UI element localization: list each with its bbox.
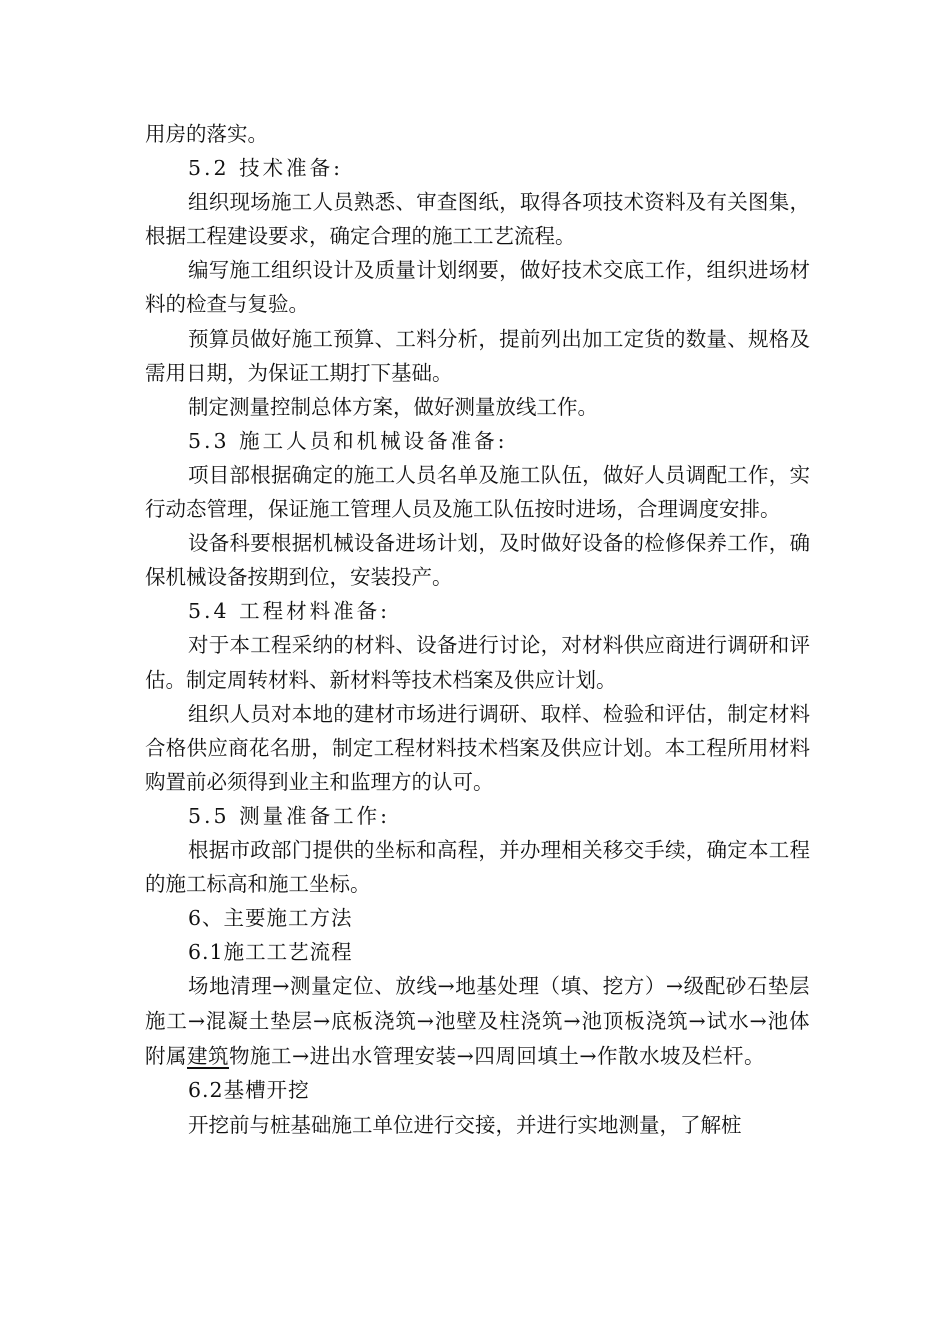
document-body	[145, 117, 810, 1142]
section-heading-5-3: 5.3 施工人员和机械设备准备:	[188, 428, 508, 453]
paragraph-technical-prep-1: 组织现场施工人员熟悉、审查图纸，取得各项技术资料及有关图集，根据工程建设要求，确定合理的施工工艺流程。	[145, 190, 810, 249]
process-flow-paragraph	[145, 969, 810, 1073]
paragraph-personnel-prep-1: 项目部根据确定的施工人员名单及施工队伍，做好人员调配工作，实行动态管理，保证施工管理人员及施工队伍按时进场，合理调度安排。	[145, 462, 810, 522]
process-flow-underlined-word: 建筑	[187, 1043, 229, 1068]
section-heading-5-5: 5.5 测量准备工作:	[188, 803, 391, 828]
paragraph-continuation: 用房的落实。	[145, 122, 268, 146]
section-heading-6-2: 6.2基槽开挖	[188, 1078, 310, 1103]
paragraph-technical-prep-4: 制定测量控制总体方案，做好测量放线工作。	[188, 394, 598, 419]
section-heading-5-2: 5.2 技术准备:	[188, 156, 344, 181]
paragraph-technical-prep-3: 预算员做好施工预算、工料分析，提前列出加工定货的数量、规格及需用日期，为保证工期打下基础。	[145, 326, 810, 385]
section-heading-5-4: 5.4 工程材料准备:	[188, 599, 391, 624]
process-flow-text-start: 场地清理→测量定位、放线→地基处理（填、挖方）→级配砂石垫层施工→混凝土垫层→底板浇筑→池壁及柱浇筑→池顶板浇筑→试水→池体附属	[145, 974, 810, 1068]
paragraph-material-prep-1: 对于本工程采纳的材料、设备进行讨论，对材料供应商进行调研和评估。制定周转材料、新材料等技术档案及供应计划。	[145, 633, 810, 692]
section-heading-6: 6、主要施工方法	[188, 906, 353, 931]
paragraph-personnel-prep-2: 设备科要根据机械设备进场计划，及时做好设备的检修保养工作，确保机械设备按期到位，安装投产。	[145, 531, 810, 590]
paragraph-material-prep-2: 组织人员对本地的建材市场进行调研、取样、检验和评估，制定材料合格供应商花名册，制定工程材料技术档案及供应计划。本工程所用材料购置前必须得到业主和监理方的认可。	[145, 701, 810, 794]
paragraph-survey-prep: 根据市政部门提供的坐标和高程，并办理相关移交手续，确定本工程的施工标高和施工坐标。	[145, 837, 810, 897]
paragraph-excavation: 开挖前与桩基础施工单位进行交接，并进行实地测量，了解桩	[188, 1112, 742, 1137]
process-flow-text-end: 物施工→进出水管理安装→四周回填土→作散水坡及栏杆。	[229, 1043, 766, 1068]
paragraph-technical-prep-2: 编写施工组织设计及质量计划纲要，做好技术交底工作，组织进场材料的检查与复验。	[145, 258, 810, 317]
section-heading-6-1: 6.1施工工艺流程	[188, 940, 353, 965]
